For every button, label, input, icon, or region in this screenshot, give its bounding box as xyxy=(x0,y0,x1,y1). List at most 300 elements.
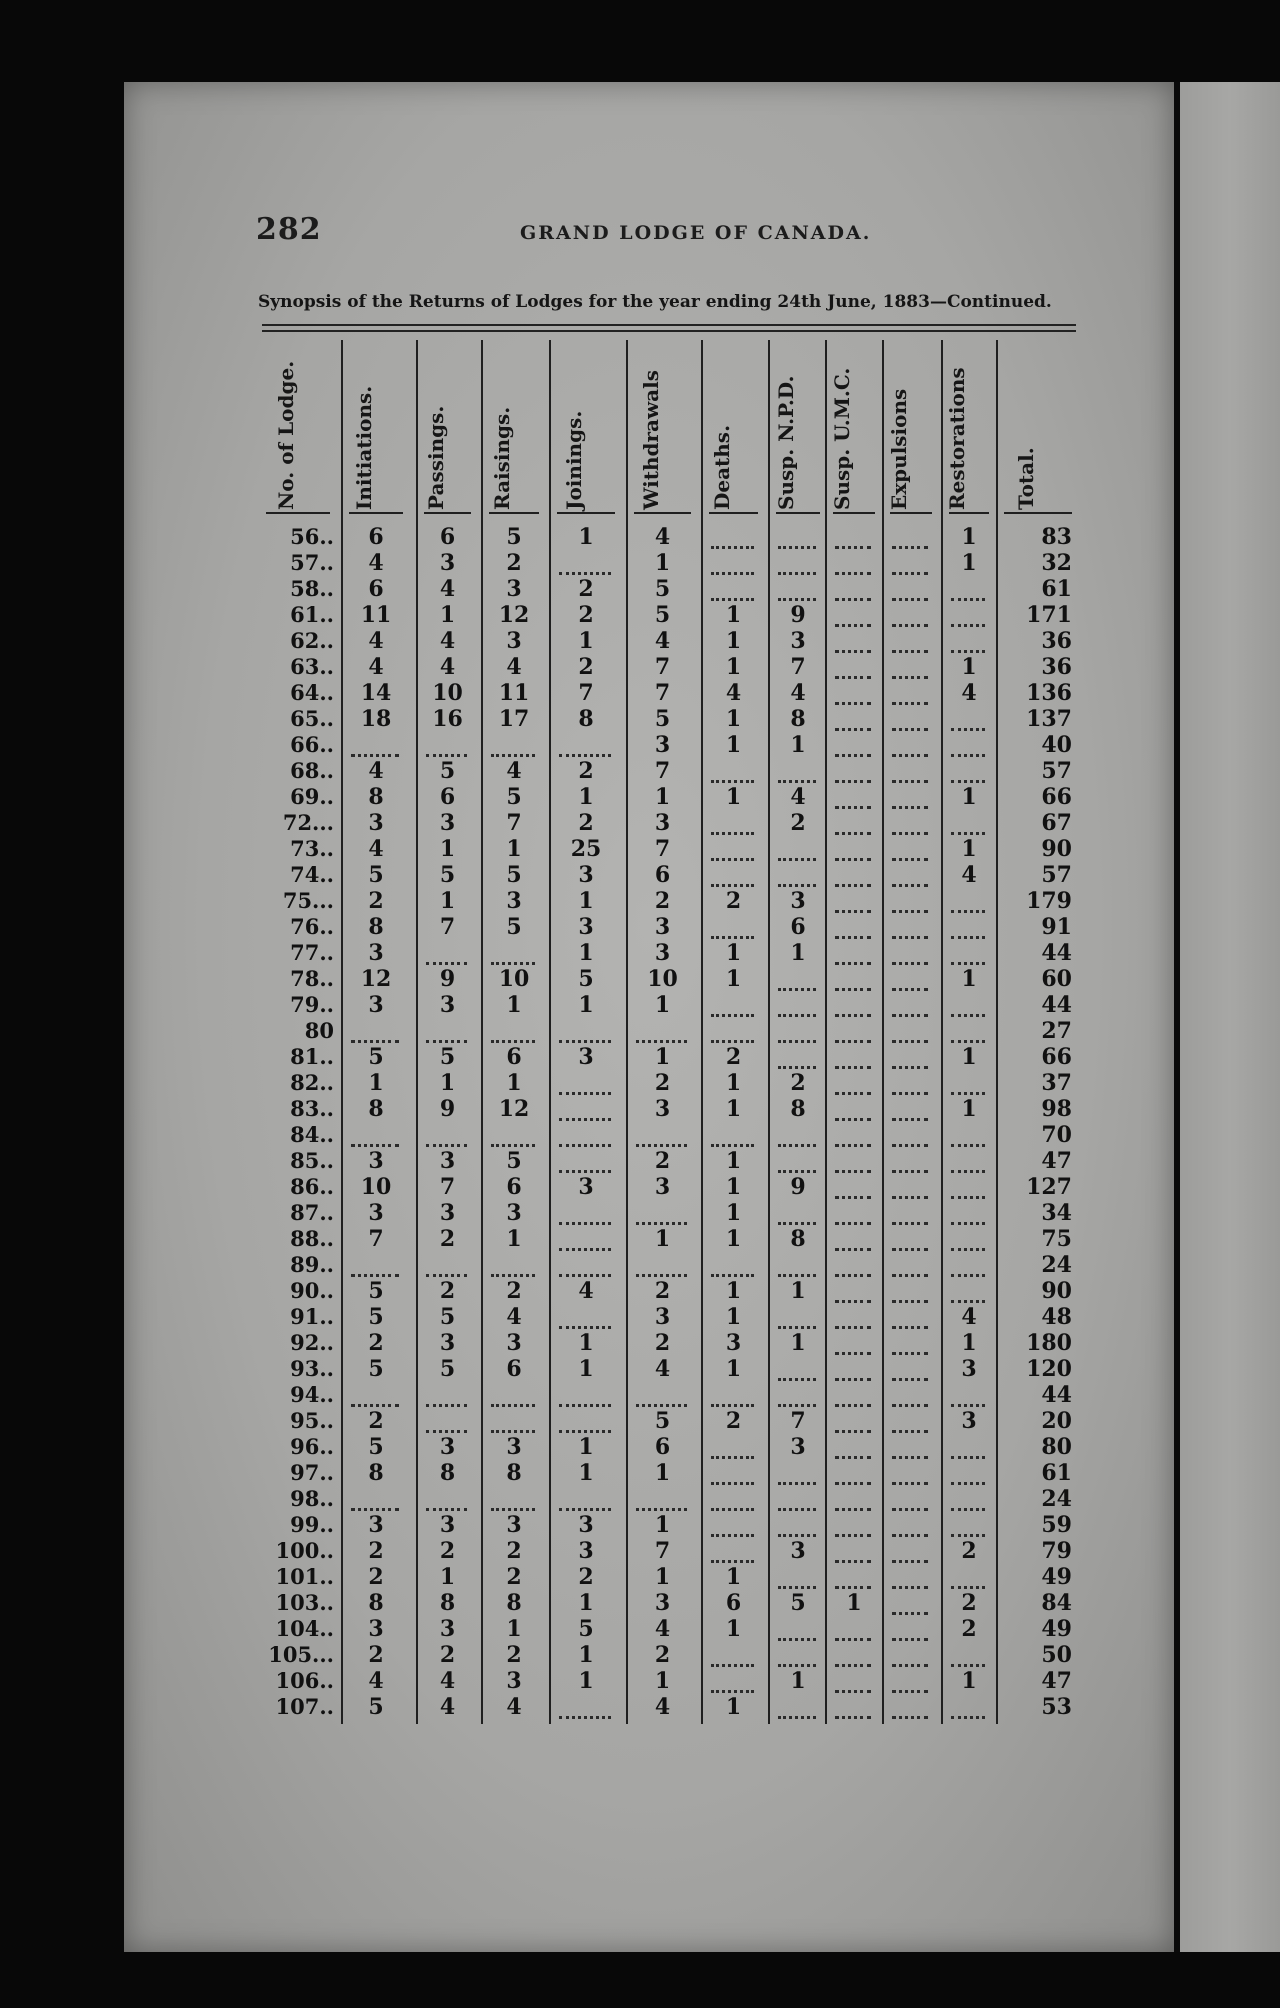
leader-dots xyxy=(559,1218,611,1225)
leader-dots xyxy=(559,1322,611,1329)
table-row xyxy=(0,1252,1280,1278)
cell-raisings: 4 xyxy=(506,758,522,784)
cell-joinings: 1 xyxy=(578,1330,594,1356)
cell-withdrawals: 7 xyxy=(654,758,671,784)
leader-dots xyxy=(711,594,754,601)
leader-dots xyxy=(711,1530,754,1537)
leader-dots xyxy=(835,1010,871,1017)
cell-susp-npd: 2 xyxy=(790,810,806,836)
leader-dots xyxy=(351,1270,399,1277)
table-row xyxy=(0,1148,1280,1174)
leader-dots xyxy=(951,1504,985,1511)
header-underline xyxy=(489,512,539,514)
leader-dots xyxy=(711,1270,754,1277)
leader-dots xyxy=(636,1218,687,1225)
cell-susp-npd: 7 xyxy=(790,1408,806,1434)
leader-dots xyxy=(835,1634,871,1641)
cell-initiations: 5 xyxy=(368,1434,384,1460)
cell-withdrawals: 2 xyxy=(654,1278,671,1304)
leader-dots xyxy=(892,932,928,939)
cell-raisings: 3 xyxy=(506,1330,522,1356)
header-underline xyxy=(833,512,875,514)
leader-dots xyxy=(892,1608,928,1615)
cell-lodge-number: 100.. xyxy=(275,1538,334,1563)
cell-total: 49 xyxy=(1041,1564,1072,1590)
table-row xyxy=(0,1538,1280,1564)
table-row xyxy=(0,784,1280,810)
leader-dots xyxy=(559,1140,611,1147)
cell-raisings: 3 xyxy=(506,1200,522,1226)
cell-lodge-number: 65.. xyxy=(290,706,334,731)
leader-dots xyxy=(835,542,871,549)
leader-dots xyxy=(711,1504,754,1511)
cell-joinings: 5 xyxy=(578,1616,594,1642)
leader-dots xyxy=(951,1166,985,1173)
cell-raisings: 1 xyxy=(506,1616,522,1642)
cell-raisings: 5 xyxy=(506,1148,522,1174)
cell-total: 120 xyxy=(1026,1356,1072,1382)
leader-dots xyxy=(711,1660,754,1667)
cell-joinings: 1 xyxy=(578,524,594,550)
cell-passings: 7 xyxy=(439,1174,456,1200)
cell-total: 44 xyxy=(1041,1382,1072,1408)
cell-raisings: 5 xyxy=(506,784,522,810)
cell-lodge-number: 56.. xyxy=(290,524,334,549)
cell-lodge-number: 79.. xyxy=(290,992,334,1017)
cell-total: 91 xyxy=(1041,914,1072,940)
cell-deaths: 1 xyxy=(725,1304,742,1330)
cell-deaths: 1 xyxy=(725,1096,742,1122)
leader-dots xyxy=(778,1374,816,1381)
cell-lodge-number: 62.. xyxy=(290,628,334,653)
cell-passings: 3 xyxy=(439,1616,456,1642)
cell-raisings: 6 xyxy=(506,1174,522,1200)
cell-joinings: 2 xyxy=(578,758,594,784)
cell-deaths: 1 xyxy=(725,1278,742,1304)
leader-dots xyxy=(951,1218,985,1225)
cell-initiations: 4 xyxy=(368,550,384,576)
cell-joinings: 1 xyxy=(578,992,594,1018)
leader-dots xyxy=(835,1686,871,1693)
table-row xyxy=(0,1174,1280,1200)
header-underline xyxy=(890,512,932,514)
leader-dots xyxy=(892,1712,928,1719)
leader-dots xyxy=(835,1660,871,1667)
cell-deaths: 3 xyxy=(725,1330,742,1356)
leader-dots xyxy=(778,1504,816,1511)
cell-initiations: 4 xyxy=(368,654,384,680)
cell-total: 53 xyxy=(1041,1694,1072,1720)
leader-dots xyxy=(491,1140,535,1147)
cell-joinings: 7 xyxy=(578,680,594,706)
cell-deaths: 1 xyxy=(725,1694,742,1720)
leader-dots xyxy=(951,620,985,627)
leader-dots xyxy=(892,646,928,653)
cell-joinings: 1 xyxy=(578,1434,594,1460)
leader-dots xyxy=(835,958,871,965)
cell-withdrawals: 2 xyxy=(654,1148,671,1174)
leader-dots xyxy=(951,750,985,757)
table-row xyxy=(0,1018,1280,1044)
cell-deaths: 4 xyxy=(725,680,742,706)
header-underline xyxy=(557,512,615,514)
cell-total: 70 xyxy=(1041,1122,1072,1148)
cell-total: 59 xyxy=(1041,1512,1072,1538)
table-row xyxy=(0,888,1280,914)
leader-dots xyxy=(892,1062,928,1069)
leader-dots xyxy=(835,1426,871,1433)
leader-dots xyxy=(778,854,816,861)
cell-total: 83 xyxy=(1041,524,1072,550)
cell-withdrawals: 4 xyxy=(654,524,671,550)
table-row xyxy=(0,654,1280,680)
leader-dots xyxy=(835,802,871,809)
cell-susp-npd: 3 xyxy=(790,1434,806,1460)
cell-passings: 1 xyxy=(439,602,456,628)
cell-raisings: 7 xyxy=(506,810,522,836)
leader-dots xyxy=(559,1270,611,1277)
leader-dots xyxy=(778,1166,816,1173)
leader-dots xyxy=(559,1426,611,1433)
cell-initiations: 8 xyxy=(368,1460,384,1486)
leader-dots xyxy=(892,1426,928,1433)
cell-deaths: 1 xyxy=(725,1226,742,1252)
leader-dots xyxy=(951,1270,985,1277)
cell-joinings: 4 xyxy=(578,1278,594,1304)
column-header-label: Joinings. xyxy=(562,410,586,510)
table-row xyxy=(0,706,1280,732)
cell-raisings: 3 xyxy=(506,576,522,602)
cell-raisings: 1 xyxy=(506,1070,522,1096)
table-row xyxy=(0,1408,1280,1434)
cell-raisings: 4 xyxy=(506,1304,522,1330)
cell-restorations: 1 xyxy=(961,1096,977,1122)
leader-dots xyxy=(892,1296,928,1303)
cell-raisings: 8 xyxy=(506,1590,522,1616)
column-header-lodge-number xyxy=(274,345,318,510)
leader-dots xyxy=(711,854,754,861)
cell-initiations: 8 xyxy=(368,1590,384,1616)
cell-passings: 2 xyxy=(439,1226,456,1252)
cell-total: 98 xyxy=(1041,1096,1072,1122)
cell-total: 27 xyxy=(1041,1018,1072,1044)
cell-withdrawals: 5 xyxy=(654,706,671,732)
leader-dots xyxy=(951,906,985,913)
leader-dots xyxy=(892,1478,928,1485)
column-header-label: Passings. xyxy=(423,405,448,510)
leader-dots xyxy=(711,776,754,783)
cell-raisings: 4 xyxy=(506,654,522,680)
table-row xyxy=(0,1330,1280,1356)
cell-withdrawals: 7 xyxy=(654,654,671,680)
cell-raisings: 8 xyxy=(506,1460,522,1486)
cell-initiations: 4 xyxy=(368,836,384,862)
cell-total: 49 xyxy=(1041,1616,1072,1642)
leader-dots xyxy=(426,1426,467,1433)
cell-lodge-number: 99.. xyxy=(290,1512,334,1537)
leader-dots xyxy=(951,594,985,601)
leader-dots xyxy=(636,1270,687,1277)
cell-lodge-number: 64.. xyxy=(290,680,334,705)
cell-deaths: 1 xyxy=(725,1356,742,1382)
cell-total: 136 xyxy=(1026,680,1072,706)
cell-joinings: 3 xyxy=(578,914,594,940)
leader-dots xyxy=(835,828,871,835)
leader-dots xyxy=(892,958,928,965)
table-row xyxy=(0,1356,1280,1382)
cell-lodge-number: 86.. xyxy=(290,1174,334,1199)
cell-withdrawals: 5 xyxy=(654,576,671,602)
cell-raisings: 11 xyxy=(498,680,530,706)
leader-dots xyxy=(892,1244,928,1251)
cell-lodge-number: 83.. xyxy=(290,1096,334,1121)
cell-initiations: 2 xyxy=(368,1538,384,1564)
cell-initiations: 2 xyxy=(368,1642,384,1668)
cell-initiations: 14 xyxy=(360,680,392,706)
leader-dots xyxy=(835,1348,871,1355)
cell-deaths: 1 xyxy=(725,706,742,732)
cell-initiations: 8 xyxy=(368,914,384,940)
leader-dots xyxy=(951,1036,985,1043)
cell-total: 32 xyxy=(1041,550,1072,576)
table-row xyxy=(0,836,1280,862)
cell-susp-npd: 8 xyxy=(790,1226,806,1252)
leader-dots xyxy=(426,958,467,965)
cell-passings: 5 xyxy=(439,1304,456,1330)
cell-passings: 16 xyxy=(432,706,463,732)
cell-passings: 3 xyxy=(439,1330,456,1356)
leader-dots xyxy=(835,1582,871,1589)
cell-total: 57 xyxy=(1041,758,1072,784)
cell-initiations: 3 xyxy=(368,1200,384,1226)
leader-dots xyxy=(711,932,754,939)
cell-total: 75 xyxy=(1041,1226,1072,1252)
cell-passings: 1 xyxy=(439,1070,456,1096)
cell-total: 34 xyxy=(1041,1200,1072,1226)
cell-raisings: 6 xyxy=(506,1044,522,1070)
cell-joinings: 1 xyxy=(578,1642,594,1668)
column-header-label: Total. xyxy=(1014,447,1038,510)
cell-passings: 3 xyxy=(439,1434,456,1460)
cell-susp-npd: 1 xyxy=(790,1668,806,1694)
column-header-initiations xyxy=(352,345,396,510)
leader-dots xyxy=(892,906,928,913)
cell-joinings: 3 xyxy=(578,1538,594,1564)
cell-initiations: 2 xyxy=(368,1564,384,1590)
cell-total: 47 xyxy=(1041,1148,1072,1174)
cell-withdrawals: 6 xyxy=(654,1434,671,1460)
leader-dots xyxy=(835,646,871,653)
cell-restorations: 1 xyxy=(961,966,977,992)
leader-dots xyxy=(892,594,928,601)
cell-lodge-number: 57.. xyxy=(290,550,334,575)
table-row xyxy=(0,1434,1280,1460)
cell-passings: 5 xyxy=(439,758,456,784)
cell-total: 66 xyxy=(1041,784,1072,810)
cell-passings: 9 xyxy=(439,1096,456,1122)
leader-dots xyxy=(835,1114,871,1121)
leader-dots xyxy=(426,1270,467,1277)
leader-dots xyxy=(711,1036,754,1043)
cell-lodge-number: 93.. xyxy=(290,1356,334,1381)
cell-initiations: 2 xyxy=(368,1408,384,1434)
leader-dots xyxy=(351,1400,399,1407)
cell-initiations: 2 xyxy=(368,888,384,914)
cell-total: 179 xyxy=(1026,888,1072,914)
leader-dots xyxy=(491,1400,535,1407)
cell-passings: 4 xyxy=(439,654,456,680)
leader-dots xyxy=(351,1036,399,1043)
cell-withdrawals: 2 xyxy=(654,1642,671,1668)
leader-dots xyxy=(778,1062,816,1069)
cell-total: 36 xyxy=(1041,628,1072,654)
leader-dots xyxy=(951,1452,985,1459)
leader-dots xyxy=(951,958,985,965)
cell-total: 180 xyxy=(1026,1330,1072,1356)
leader-dots xyxy=(426,1504,467,1511)
leader-dots xyxy=(426,750,467,757)
cell-passings: 1 xyxy=(439,888,456,914)
column-header-total xyxy=(1014,345,1058,510)
cell-deaths: 1 xyxy=(725,602,742,628)
cell-initiations: 5 xyxy=(368,1694,384,1720)
leader-dots xyxy=(491,1504,535,1511)
cell-passings: 3 xyxy=(439,1148,456,1174)
cell-initiations: 3 xyxy=(368,940,384,966)
leader-dots xyxy=(951,724,985,731)
leader-dots xyxy=(835,724,871,731)
synopsis-title: Synopsis of the Returns of Lodges for the year ending 24th June, 1883—Continued. xyxy=(258,292,1052,312)
cell-total: 37 xyxy=(1041,1070,1072,1096)
leader-dots xyxy=(892,1374,928,1381)
cell-joinings: 1 xyxy=(578,628,594,654)
cell-lodge-number: 84.. xyxy=(290,1122,334,1147)
cell-initiations: 10 xyxy=(360,1174,392,1200)
leader-dots xyxy=(835,1530,871,1537)
cell-total: 24 xyxy=(1041,1252,1072,1278)
leader-dots xyxy=(951,1244,985,1251)
cell-lodge-number: 94.. xyxy=(290,1382,334,1407)
cell-withdrawals: 3 xyxy=(654,1590,671,1616)
cell-withdrawals: 1 xyxy=(654,992,671,1018)
leader-dots xyxy=(892,698,928,705)
cell-joinings: 1 xyxy=(578,1668,594,1694)
cell-withdrawals: 2 xyxy=(654,888,671,914)
cell-initiations: 4 xyxy=(368,1668,384,1694)
cell-lodge-number: 78.. xyxy=(290,966,334,991)
cell-withdrawals: 4 xyxy=(654,1616,671,1642)
leader-dots xyxy=(778,984,816,991)
leader-dots xyxy=(835,1374,871,1381)
cell-passings: 10 xyxy=(432,680,463,706)
cell-withdrawals: 7 xyxy=(654,680,671,706)
cell-restorations: 1 xyxy=(961,1044,977,1070)
cell-deaths: 2 xyxy=(725,1044,742,1070)
cell-susp-npd: 1 xyxy=(790,940,806,966)
cell-passings: 3 xyxy=(439,550,456,576)
cell-lodge-number: 105... xyxy=(268,1642,334,1667)
cell-total: 66 xyxy=(1041,1044,1072,1070)
column-header-passings xyxy=(423,345,468,510)
header-underline xyxy=(634,512,691,514)
table-row xyxy=(0,1564,1280,1590)
cell-joinings: 1 xyxy=(578,1590,594,1616)
leader-dots xyxy=(892,672,928,679)
cell-deaths: 1 xyxy=(725,784,742,810)
cell-susp-npd: 9 xyxy=(790,1174,806,1200)
leader-dots xyxy=(951,1400,985,1407)
column-header-withdrawals xyxy=(638,345,683,510)
cell-passings: 2 xyxy=(439,1642,456,1668)
cell-deaths: 6 xyxy=(725,1590,742,1616)
leader-dots xyxy=(892,1504,928,1511)
header-underline xyxy=(776,512,820,514)
leader-dots xyxy=(636,1504,687,1511)
cell-total: 60 xyxy=(1041,966,1072,992)
cell-withdrawals: 4 xyxy=(654,628,671,654)
leader-dots xyxy=(835,1504,871,1511)
table-row xyxy=(0,1668,1280,1694)
cell-withdrawals: 1 xyxy=(654,1044,671,1070)
column-header-label: Expulsions xyxy=(887,388,911,510)
cell-withdrawals: 3 xyxy=(654,1174,671,1200)
table-row xyxy=(0,576,1280,602)
leader-dots xyxy=(491,1270,535,1277)
cell-withdrawals: 3 xyxy=(654,810,671,836)
column-header-deaths xyxy=(709,345,754,510)
leader-dots xyxy=(951,1582,985,1589)
cell-restorations: 1 xyxy=(961,524,977,550)
leader-dots xyxy=(778,880,816,887)
cell-withdrawals: 1 xyxy=(654,784,671,810)
cell-joinings: 1 xyxy=(578,940,594,966)
leader-dots xyxy=(835,1452,871,1459)
leader-dots xyxy=(835,1712,871,1719)
cell-initiations: 12 xyxy=(360,966,392,992)
leader-dots xyxy=(892,802,928,809)
cell-initiations: 2 xyxy=(368,1330,384,1356)
leader-dots xyxy=(951,776,985,783)
header-underline xyxy=(1004,512,1072,514)
cell-lodge-number: 107.. xyxy=(275,1694,334,1719)
column-header-susp-npd xyxy=(774,345,818,510)
leader-dots xyxy=(835,932,871,939)
cell-withdrawals: 4 xyxy=(654,1356,671,1382)
cell-restorations: 4 xyxy=(961,1304,977,1330)
cell-total: 67 xyxy=(1041,810,1072,836)
table-row xyxy=(0,732,1280,758)
column-header-joinings xyxy=(562,345,606,510)
cell-withdrawals: 3 xyxy=(654,732,671,758)
column-header-expulsions xyxy=(887,345,931,510)
cell-raisings: 12 xyxy=(498,1096,530,1122)
leader-dots xyxy=(951,932,985,939)
leader-dots xyxy=(892,568,928,575)
leader-dots xyxy=(951,1660,985,1667)
cell-total: 44 xyxy=(1041,940,1072,966)
leader-dots xyxy=(892,984,928,991)
cell-joinings: 2 xyxy=(578,1564,594,1590)
cell-lodge-number: 81.. xyxy=(290,1044,334,1069)
cell-withdrawals: 3 xyxy=(654,1096,671,1122)
cell-initiations: 5 xyxy=(368,1278,384,1304)
cell-susp-npd: 1 xyxy=(790,1330,806,1356)
cell-total: 50 xyxy=(1041,1642,1072,1668)
top-rule-second xyxy=(262,330,1076,332)
cell-withdrawals: 6 xyxy=(654,862,671,888)
cell-deaths: 1 xyxy=(725,1564,742,1590)
cell-lodge-number: 75... xyxy=(282,888,334,913)
